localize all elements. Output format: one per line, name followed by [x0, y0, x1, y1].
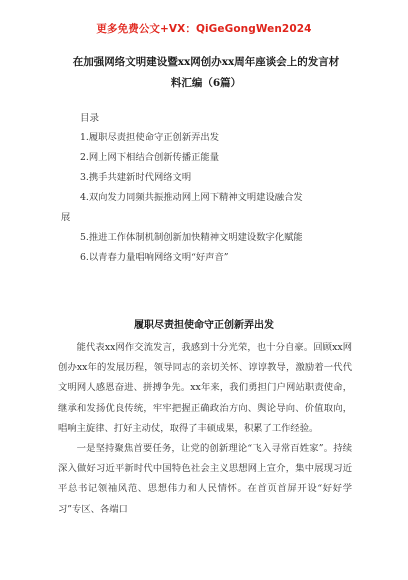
toc-item-3[interactable]: 3.携手共建新时代网络文明 [80, 172, 192, 183]
document-title-line-1: 在加强网络文明建设暨xx网创办xx周年座谈会上的发言材 [72, 56, 340, 68]
document-title [58, 52, 354, 94]
document-title-line-2: 料汇编（6篇） [170, 77, 242, 89]
promo-banner: 更多免费公文+VX：QiGeGongWen2024 [96, 23, 312, 35]
table-of-contents [61, 128, 352, 268]
body-paragraph: 一是坚持聚焦首要任务，让党的创新理论“飞入寻常百姓家”。持续深入做好习近平新时代中国特色社会主义思想网上宣介，集中展现习近平总书记领袖风范、思想伟力和人民情怀。在首页首屏开设“好好学习”专区、各端口 [58, 443, 352, 515]
body-paragraph: 能代表xx网作交流发言，我感到十分光荣，也十分自豪。回顾xx网创办xx年的发展历程，领导同志的亲切关怀、谆谆教导，激励着一代代文明网人感恩奋进、拼搏争先。xx年来，我们勇担门户网站职责使命，继承和发扬优良传统，牢牢把握正确政治方向、舆论导向、价值取向，唱响主旋律、打好主动仗，取得了丰硕成果，积累了工作经验。 [58, 342, 352, 434]
toc-item-4-text: 4.双向发力同频共振推动网上网下精神文明建设融合发 [80, 192, 303, 203]
toc-item-2[interactable]: 2.网上网下相结合创新传播正能量 [80, 152, 220, 163]
toc-item-4[interactable] [61, 188, 352, 228]
toc-item-6[interactable]: 6.以青春力量唱响网络文明“好声音” [80, 252, 229, 263]
toc-item-4-continuation: 展 [61, 212, 71, 223]
toc-heading: 目录 [80, 113, 100, 124]
section-title: 履职尽责担使命守正创新弄出发 [134, 320, 274, 331]
section-body [58, 338, 352, 520]
toc-item-5[interactable]: 5.推进工作体制机制创新加快精神文明建设数字化赋能 [80, 232, 303, 243]
toc-item-1[interactable]: 1.履职尽责担使命守正创新弄出发 [80, 132, 220, 143]
